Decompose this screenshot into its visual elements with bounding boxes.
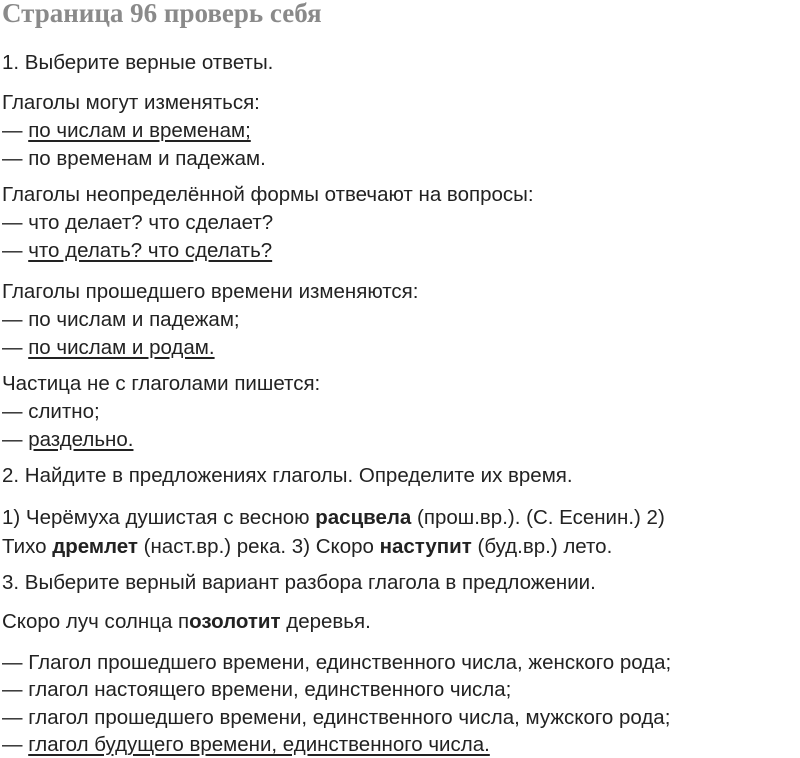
q3-answer-2 bbox=[2, 336, 215, 360]
verb: озолотит bbox=[189, 610, 281, 633]
dash: — bbox=[2, 651, 23, 674]
answer-text: по временам и падежам. bbox=[28, 147, 266, 170]
correct-answer: глагол будущего времени, единственного числа. bbox=[28, 733, 490, 756]
q4-answer-2 bbox=[2, 428, 133, 452]
q1-answer-1 bbox=[2, 119, 251, 143]
q3-answer-1 bbox=[2, 308, 240, 332]
dash: — bbox=[2, 336, 23, 359]
task2-heading: 2. Найдите в предложениях глаголы. Определите их время. bbox=[2, 464, 573, 487]
dash: — bbox=[2, 119, 23, 142]
sentence-text: (наст.вр.) река. 3) Скоро bbox=[137, 535, 380, 558]
verb: наступит bbox=[379, 535, 472, 558]
sentence-text: (буд.вр.) лето. bbox=[471, 535, 613, 558]
q4-answer-1 bbox=[2, 400, 100, 424]
q2-answer-2 bbox=[2, 239, 272, 263]
sentence-text: 1) Черёмуха душистая с весною bbox=[2, 506, 316, 529]
correct-answer: по числам и временам; bbox=[28, 119, 251, 142]
dash: — bbox=[2, 733, 23, 756]
task2-line-2 bbox=[2, 535, 612, 559]
task3-heading: 3. Выберите верный вариант разбора глагола в предложении. bbox=[2, 571, 596, 594]
dash: — bbox=[2, 678, 23, 701]
task3-option-4 bbox=[2, 733, 490, 757]
dash: — bbox=[2, 428, 23, 451]
dash: — bbox=[2, 308, 23, 331]
sentence-text: Скоро луч солнца п bbox=[2, 610, 190, 633]
sentence-text: деревья. bbox=[280, 610, 371, 633]
answer-text: что делает? что сделает? bbox=[28, 211, 274, 234]
task3-sentence bbox=[2, 610, 371, 634]
task2-line-1 bbox=[2, 506, 665, 530]
sentence-text: Тихо bbox=[2, 535, 53, 558]
correct-answer: по числам и родам. bbox=[28, 336, 215, 359]
dash: — bbox=[2, 147, 23, 170]
correct-answer: что делать? что сделать? bbox=[28, 239, 273, 262]
q2-answer-1 bbox=[2, 211, 273, 235]
sentence-text: (прош.вр.). (С. Есенин.) 2) bbox=[411, 506, 665, 529]
option-text: Глагол прошедшего времени, единственного числа, женского рода; bbox=[28, 651, 672, 674]
q2-text: Глаголы неопределённой формы отвечают на вопросы: bbox=[2, 183, 534, 206]
q4-text: Частица не с глаголами пишется: bbox=[2, 372, 321, 395]
dash: — bbox=[2, 239, 23, 262]
dash: — bbox=[2, 706, 23, 729]
q1-answer-2 bbox=[2, 147, 266, 171]
dash: — bbox=[2, 400, 23, 423]
dash: — bbox=[2, 211, 23, 234]
task3-option-1 bbox=[2, 651, 671, 675]
correct-answer: раздельно. bbox=[28, 428, 134, 451]
option-text: глагол прошедшего времени, единственного числа, мужского рода; bbox=[28, 706, 671, 729]
page-title: Страница 96 проверь себя bbox=[2, 0, 322, 28]
task3-option-3 bbox=[2, 706, 670, 730]
answer-text: по числам и падежам; bbox=[28, 308, 240, 331]
q1-text: Глаголы могут изменяться: bbox=[2, 91, 260, 114]
verb: расцвела bbox=[315, 506, 412, 529]
q3-text: Глаголы прошедшего времени изменяются: bbox=[2, 280, 419, 303]
task1-heading: 1. Выберите верные ответы. bbox=[2, 51, 274, 74]
option-text: глагол настоящего времени, единственного числа; bbox=[28, 678, 512, 701]
task3-option-2 bbox=[2, 678, 511, 702]
answer-text: слитно; bbox=[28, 400, 100, 423]
verb: дремлет bbox=[52, 535, 138, 558]
